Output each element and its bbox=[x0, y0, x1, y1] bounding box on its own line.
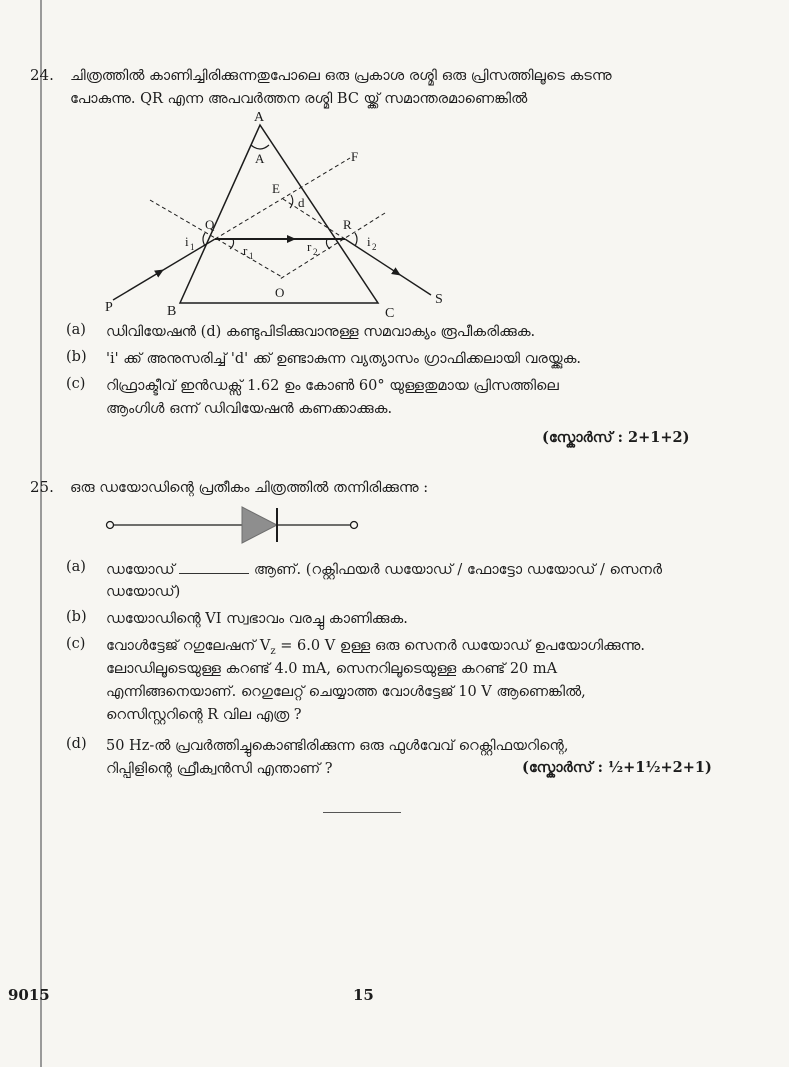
label-r1: r bbox=[243, 243, 248, 258]
label-i1: i bbox=[185, 234, 189, 249]
label-r2: r bbox=[307, 239, 312, 254]
q24b-text: 'i' ക്ക് അനുസരിച്ച് 'd' ക്ക് ഉണ്ടാകുന്ന വ്യത്യാസം ഗ്രാഫിക്കലായി വരയ്ക്കുക. bbox=[106, 351, 582, 367]
q25b-label: (b) bbox=[66, 609, 87, 625]
incident-extension-line bbox=[215, 158, 350, 239]
q25c-line4: റെസിസ്റ്ററിന്റെ R വില എത്ര ? bbox=[106, 707, 302, 723]
label-F: F bbox=[351, 149, 359, 164]
label-i2: i bbox=[367, 234, 371, 249]
end-of-section-rule bbox=[323, 812, 401, 813]
q24-stem-line1: ചിത്രത്തിൽ കാണിച്ചിരിക്കുന്നതുപോലെ ഒരു പ്രകാശ രശ്മി ഒരു പ്രിസത്തിലൂടെ കടന്നു bbox=[70, 68, 612, 84]
q25c-line1-end: = 6.0 V ഉള്ള ഒരു സെനർ ഡയോഡ് ഉപയോഗിക്കുന്നു. bbox=[275, 638, 645, 654]
q25d-label: (d) bbox=[66, 736, 87, 752]
q25c-line3: എന്നിങ്ങനെയാണ്. റെഗുലേറ്റ് ചെയ്യാത്ത വോൾട്ടേജ് 10 V ആണെങ്കിൽ, bbox=[106, 684, 586, 700]
binding-margin-line bbox=[40, 0, 42, 1067]
diode-triangle bbox=[242, 507, 277, 543]
q25a-label: (a) bbox=[66, 559, 86, 575]
q25-number: 25. bbox=[30, 478, 54, 496]
q24c-line2: ആംഗിൾ ഒന്ന് ഡിവിയേഷൻ കണക്കാക്കുക. bbox=[106, 401, 393, 417]
label-d: d bbox=[298, 195, 305, 210]
emergent-ray bbox=[345, 239, 431, 295]
q24c-line1: റിഫ്രാക്ടീവ് ഇൻഡക്സ് 1.62 ഉം കോൺ 60° യുള്ളതുമായ പ്രിസത്തിലെ bbox=[106, 378, 559, 394]
q24c-label: (c) bbox=[66, 376, 86, 392]
q24-number: 24. bbox=[30, 66, 54, 84]
diode-left-terminal bbox=[107, 522, 114, 529]
label-C: C bbox=[385, 306, 395, 320]
apex-angle-arc bbox=[251, 145, 269, 149]
q24a-text: ഡിവിയേഷൻ (d) കണ്ടുപിടിക്കുവാനുള്ള സമവാക്യം രൂപീകരിക്കുക. bbox=[106, 324, 536, 340]
label-i2-sub: 2 bbox=[372, 242, 377, 252]
q24-score: (സ്കോർസ് : 2+1+2) bbox=[542, 429, 690, 446]
q25d-line2: റിപ്പിളിന്റെ ഫ്രീക്വൻസി എന്താണ് ? bbox=[106, 761, 333, 777]
label-B: B bbox=[167, 304, 177, 319]
label-E: E bbox=[272, 181, 280, 196]
label-A-apex: A bbox=[254, 110, 265, 125]
angle-i1-arc bbox=[203, 233, 205, 246]
label-P: P bbox=[105, 300, 113, 315]
label-r2-sub: 2 bbox=[313, 247, 318, 257]
q25b-text: ഡയോഡിന്റെ VI സ്വഭാവം വരച്ചു കാണിക്കുക. bbox=[106, 611, 408, 627]
q25a-line2: ഡയോഡ്) bbox=[106, 584, 181, 600]
q25-score: (സ്കോർസ് : ½+1½+2+1) bbox=[522, 759, 712, 776]
label-i1-sub: 1 bbox=[190, 242, 195, 252]
q25d-line1: 50 Hz-ൽ പ്രവർത്തിച്ചുകൊണ്ടിരിക്കുന്ന ഒരു ഫുൾവേവ് റെക്റ്റിഫയറിന്റെ, bbox=[106, 738, 569, 754]
diode-right-terminal bbox=[351, 522, 358, 529]
angle-d-arc bbox=[290, 195, 293, 208]
q25a-text bbox=[106, 559, 662, 580]
q25c-label: (c) bbox=[66, 636, 86, 652]
label-r1-sub: 1 bbox=[249, 251, 254, 261]
label-S: S bbox=[435, 292, 443, 307]
q25-stem: ഒരു ഡയോഡിന്റെ പ്രതീകം ചിത്രത്തിൽ തന്നിരിക്കുന്നു : bbox=[70, 480, 429, 496]
incident-ray bbox=[113, 239, 215, 300]
q25a-blank bbox=[179, 559, 249, 574]
page-number: 15 bbox=[353, 986, 374, 1004]
q25c-vz-sub: z bbox=[270, 645, 276, 657]
q24-stem-line2: പോകുന്നു. QR എന്ന അപവർത്തന രശ്മി BC യ്ക്ക് സമാന്തരമാണെങ്കിൽ bbox=[70, 91, 528, 107]
label-Q: Q bbox=[205, 217, 215, 232]
q25c-line1 bbox=[106, 636, 645, 662]
prism-diagram bbox=[95, 105, 465, 320]
q25a-text-start: ഡയോഡ് bbox=[106, 562, 175, 578]
angle-i2-arc bbox=[355, 233, 357, 246]
q24b-label: (b) bbox=[66, 349, 87, 365]
prism-triangle bbox=[180, 125, 378, 303]
q24a-label: (a) bbox=[66, 322, 86, 338]
label-R: R bbox=[343, 217, 352, 232]
paper-code: 9015 bbox=[8, 986, 50, 1004]
label-A-angle: A bbox=[255, 151, 265, 166]
q25c-line2: ലോഡിലൂടെയുള്ള കറണ്ട് 4.0 mA, സെനറിലൂടെയുള്ള കറണ്ട് 20 mA bbox=[106, 661, 558, 677]
label-O: O bbox=[275, 285, 285, 300]
q25c-line1-start: വോൾട്ടേജ് റഗുലേഷന് V bbox=[106, 638, 271, 654]
diode-symbol bbox=[100, 505, 370, 545]
q25a-text-end: ആണ്. (റക്റ്റിഫയർ ഡയോഡ് / ഫോട്ടോ ഡയോഡ് / സെനർ bbox=[253, 562, 663, 578]
